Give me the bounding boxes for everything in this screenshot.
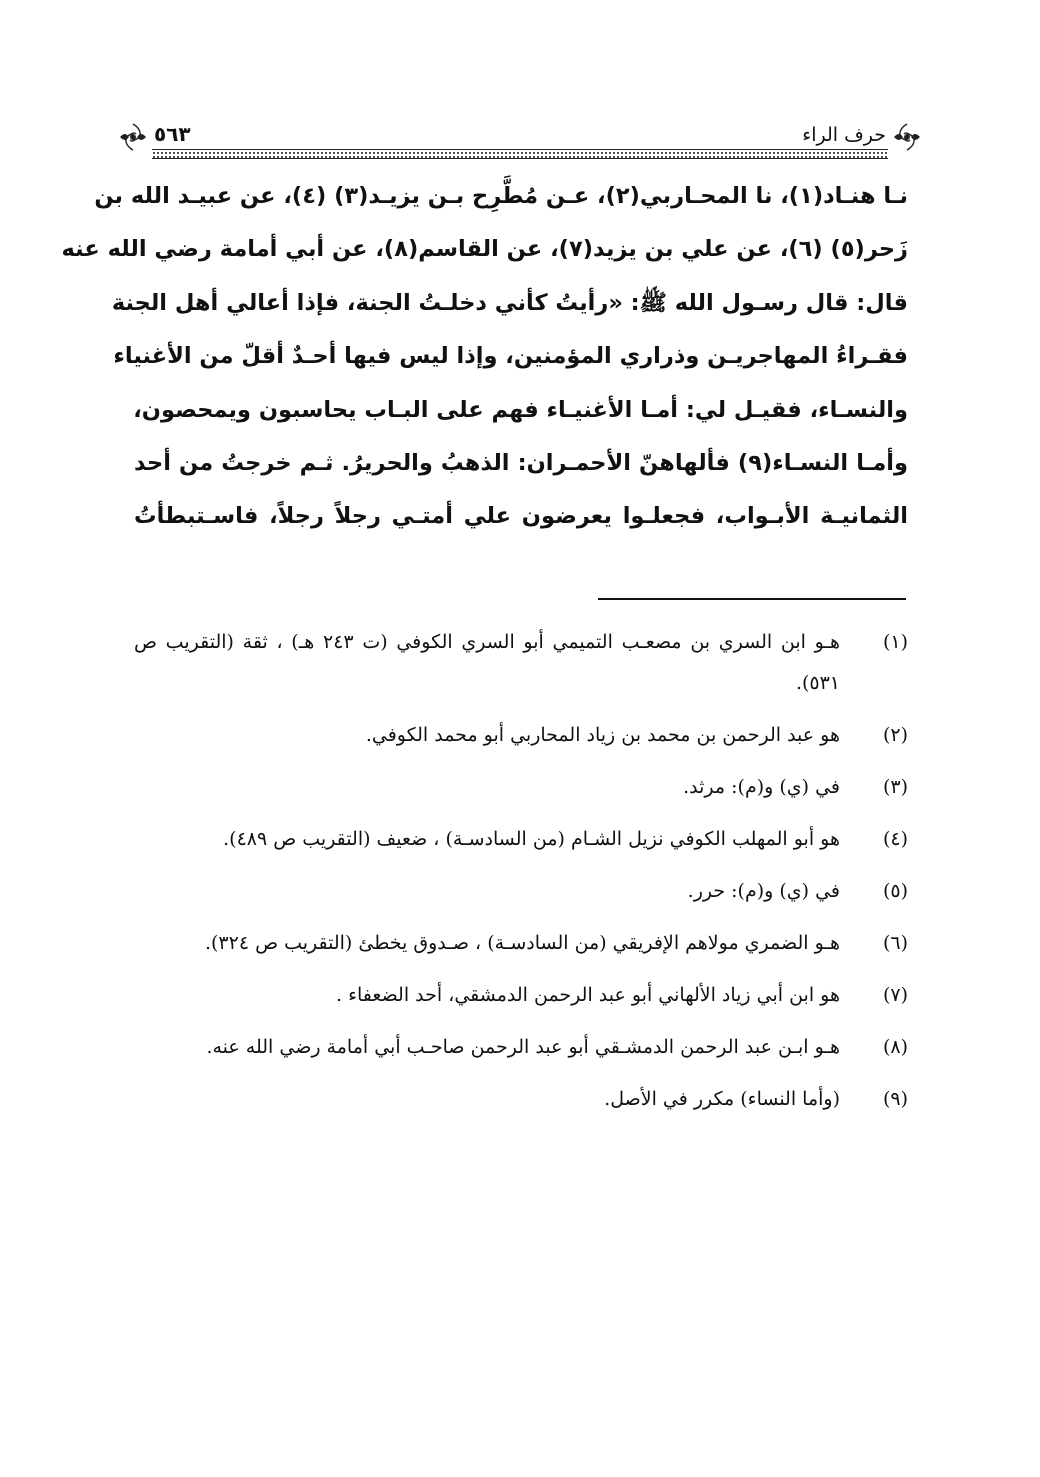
footnote <box>134 819 908 860</box>
footnote-text: في (ي) و(م): مرثد. <box>683 776 840 798</box>
running-header <box>130 118 910 158</box>
footnote-number: (٦) <box>882 932 908 954</box>
footnote-number: (٥) <box>882 880 908 902</box>
footnote <box>134 715 908 756</box>
main-text <box>61 170 908 544</box>
footnote-number: (١) <box>882 631 908 653</box>
floral-ornament-icon <box>116 120 150 154</box>
footnote-text: في (ي) و(م): حرر. <box>687 880 840 902</box>
footnote-text: هو عبد الرحمن بن محمد بن زياد المحاربي أبو محمد الكوفي. <box>365 724 840 746</box>
footnote <box>134 1079 908 1120</box>
footnotes-list <box>134 622 908 1131</box>
footnote-separator <box>598 598 906 600</box>
footnote-text: هـو ابن السري بن مصعـب التميمي أبو السري الكوفي (ت ٢٤٣ هـ) ، ثقة (التقريب ص ٥٣١). <box>134 631 841 694</box>
text-line: فقـراءُ المهاجريـن وذراري المؤمنين، وإذا ليس فيها أحـدٌ أقلّ من الأغنياء <box>113 343 908 370</box>
floral-ornament-icon <box>890 120 924 154</box>
footnote-text: هو ابن أبي زياد الألهاني أبو عبد الرحمن الدمشقي، أحد الضعفاء . <box>336 984 840 1006</box>
chapter-title: حرف الراء <box>802 124 886 146</box>
text-line: نـا هنـاد(١)، نا المحـاربي(٢)، عـن مُطَّرِح بـن يزيـد(٣) (٤)، عن عبيـد الله بن <box>94 183 908 209</box>
text-line: والنسـاء، فقيـل لي: أمـا الأغنيـاء فهم على البـاب يحاسبون ويمحصون، <box>133 396 908 423</box>
footnote-number: (٢) <box>882 724 908 746</box>
footnote <box>134 923 908 964</box>
footnote <box>134 767 908 808</box>
footnote <box>134 1027 908 1068</box>
footnote <box>134 622 908 704</box>
footnote-text: هـو الضمري مولاهم الإفريقي (من السادسـة) ، صـدوق يخطئ (التقريب ص ٣٢٤). <box>204 932 840 954</box>
footnote-text: هـو ابـن عبد الرحمن الدمشـقي أبو عبد الرحمن صاحـب أبي أمامة رضي الله عنه. <box>206 1036 840 1058</box>
decorative-header-rule <box>152 149 888 159</box>
footnote-text: هو أبو المهلب الكوفي نزيل الشـام (من السادسـة) ، ضعيف (التقريب ص ٤٨٩). <box>223 828 840 850</box>
footnote-number: (٣) <box>882 776 908 798</box>
footnote-number: (٨) <box>882 1036 908 1058</box>
text-line: زَحر(٥) (٦)، عن علي بن يزيد(٧)، عن القاسم(٨)، عن أبي أمامة رضي الله عنه <box>61 236 908 263</box>
text-line: وأمـا النسـاء(٩) فألهاهنّ الأحمـران: الذهبُ والحريرُ. ثـم خرجتُ من أحد <box>134 450 908 477</box>
footnote-number: (٧) <box>882 984 908 1006</box>
footnote <box>134 871 908 912</box>
footnote-text: (وأما النساء) مكرر في الأصل. <box>604 1088 840 1110</box>
footnote <box>134 975 908 1016</box>
footnote-number: (٩) <box>882 1088 908 1110</box>
text-line: قال: قال رسـول الله ﷺ: «رأيتُ كأني دخلـتُ الجنة، فإذا أعالي أهل الجنة <box>111 289 908 316</box>
footnote-number: (٤) <box>882 828 908 850</box>
text-line: الثمانيـة الأبـواب، فجعلـوا يعرضون علي أمتـي رجلاً رجلاً، فاسـتبطأتُ <box>134 503 908 530</box>
page-number: ٥٦٣ <box>154 122 191 146</box>
